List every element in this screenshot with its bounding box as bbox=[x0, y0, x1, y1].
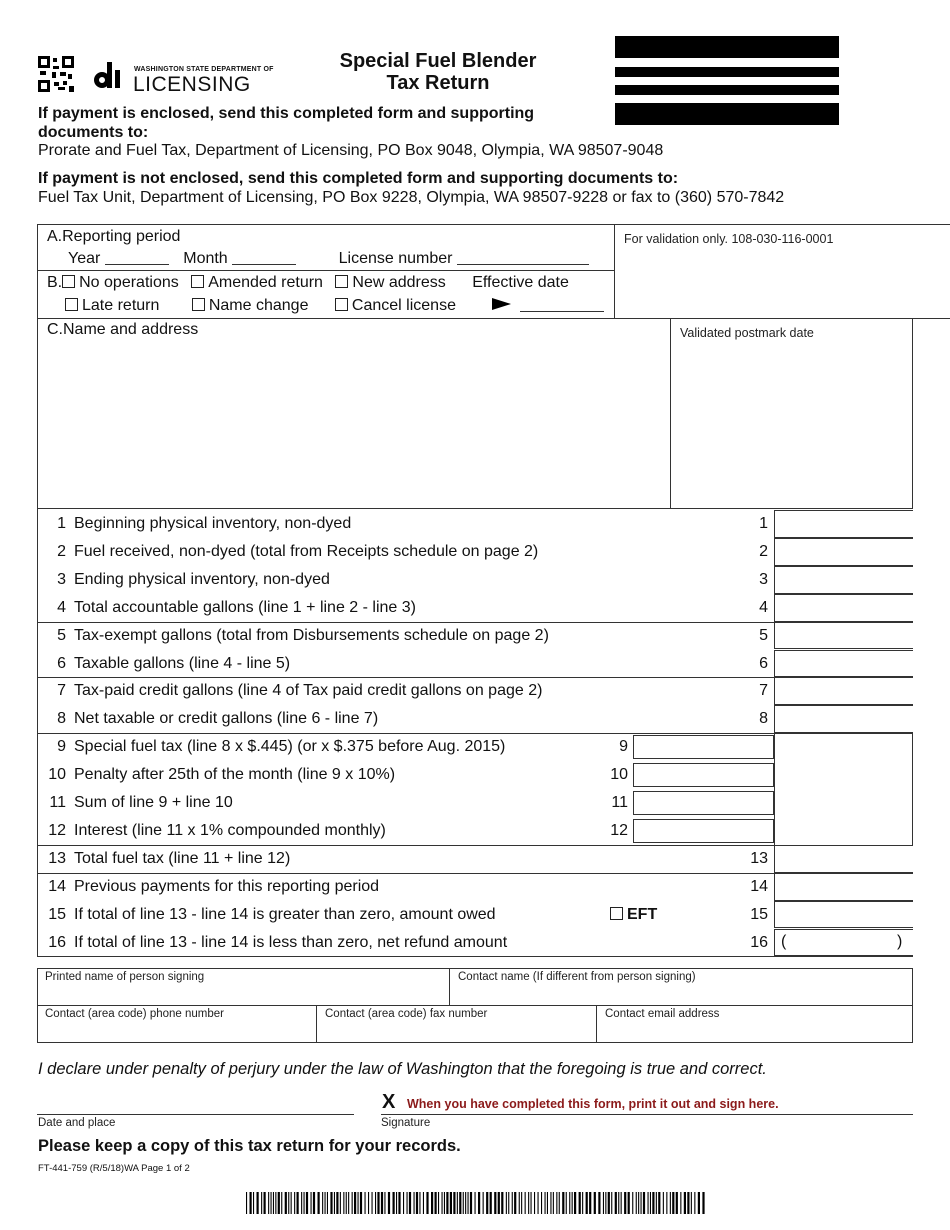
agency-small-text: WASHINGTON STATE DEPARTMENT OF bbox=[134, 66, 274, 73]
validation-text: For validation only. 108-030-116-0001 bbox=[624, 232, 834, 246]
line-8-row bbox=[38, 705, 628, 733]
line-10-row bbox=[38, 761, 628, 789]
new-address-checkbox[interactable] bbox=[335, 275, 348, 288]
name-address-field[interactable] bbox=[45, 346, 660, 502]
amended-return-label: Amended return bbox=[208, 274, 323, 291]
eft-checkbox[interactable] bbox=[610, 907, 623, 920]
line-description: Penalty after 25th of the month (line 9 x 10%) bbox=[74, 766, 396, 784]
line-4-row bbox=[38, 594, 628, 622]
date-place-field[interactable] bbox=[37, 1114, 354, 1115]
line-number: 6 bbox=[57, 654, 66, 672]
line-number: 1 bbox=[57, 515, 66, 532]
keep-copy-notice: Please keep a copy of this tax return for your records. bbox=[38, 1137, 461, 1155]
printed-name-label: Printed name of person signing bbox=[45, 971, 205, 983]
signature-x-icon: X bbox=[382, 1091, 396, 1113]
line-16-amount-field[interactable] bbox=[774, 929, 913, 957]
line-11-amount-field[interactable] bbox=[633, 791, 774, 815]
line-4-amount-field[interactable] bbox=[774, 594, 913, 622]
qr-code-icon bbox=[38, 56, 74, 92]
line-description: Interest (line 11 x 1% compounded monthly) bbox=[74, 821, 386, 839]
line-number: 3 bbox=[57, 570, 66, 588]
fax-field[interactable] bbox=[319, 1023, 593, 1040]
line-12-ref-number: 12 bbox=[610, 821, 628, 839]
date-place-label: Date and place bbox=[38, 1117, 116, 1129]
cancel-license-checkbox[interactable] bbox=[335, 298, 348, 311]
line-7-amount-field[interactable] bbox=[774, 677, 913, 705]
line-6-ref-number: 6 bbox=[759, 654, 768, 672]
line-12-amount-field[interactable] bbox=[633, 819, 774, 843]
postmark-label: Validated postmark date bbox=[680, 326, 814, 340]
name-address-label: Name and address bbox=[63, 321, 199, 338]
no-operations-checkbox[interactable] bbox=[62, 275, 75, 288]
eft-label: EFT bbox=[627, 905, 658, 923]
title-line-2: Tax Return bbox=[386, 72, 490, 94]
section-c-letter: C. bbox=[47, 321, 63, 338]
eft-option bbox=[610, 906, 657, 924]
line-1-ref-number: 1 bbox=[759, 515, 768, 532]
name-change-label: Name change bbox=[208, 297, 309, 314]
declaration-text: I declare under penalty of perjury under the law of Washington that the foregoing is true and correct. bbox=[38, 1060, 767, 1078]
section-a-letter: A. bbox=[47, 228, 63, 245]
enclosed-address: Prorate and Fuel Tax, Department of Licensing, PO Box 9048, Olympia, WA 98507-9048 bbox=[38, 142, 664, 159]
sign-instruction: When you have completed this form, print it out and sign here. bbox=[407, 1097, 779, 1111]
section-a-label bbox=[47, 228, 180, 246]
no-operations-label: No operations bbox=[79, 274, 179, 291]
line-7-row bbox=[38, 677, 628, 705]
line-description: Previous payments for this reporting period bbox=[74, 877, 380, 895]
reporting-period-fields bbox=[68, 250, 589, 268]
line-16-ref-number: 16 bbox=[750, 933, 768, 951]
late-return-label: Late return bbox=[82, 297, 160, 314]
line-15-row bbox=[38, 901, 628, 929]
line-description: Ending physical inventory, non-dyed bbox=[74, 570, 330, 588]
month-field[interactable] bbox=[232, 250, 296, 265]
line-10-ref-number: 10 bbox=[610, 766, 628, 784]
redacted-block bbox=[615, 36, 839, 125]
arrow-right-icon bbox=[492, 297, 512, 316]
section-b-row-2 bbox=[65, 297, 456, 315]
line-description: Tax-exempt gallons (total from Disbursements schedule on page 2) bbox=[74, 626, 549, 644]
late-return-checkbox[interactable] bbox=[65, 298, 78, 311]
agency-big-text: LICENSING bbox=[133, 73, 251, 96]
line-description: Total fuel tax (line 11 + line 12) bbox=[74, 849, 291, 867]
line-number: 15 bbox=[48, 905, 66, 923]
line-4-ref-number: 4 bbox=[759, 598, 768, 616]
line-15-ref-number: 15 bbox=[750, 905, 768, 923]
effective-date-label: Effective date bbox=[472, 274, 569, 291]
line-5-row bbox=[38, 622, 628, 650]
cancel-license-label: Cancel license bbox=[351, 297, 456, 314]
line-13-amount-field[interactable] bbox=[774, 845, 913, 873]
printed-name-field[interactable] bbox=[40, 986, 445, 1003]
fax-label: Contact (area code) fax number bbox=[325, 1008, 488, 1020]
new-address-label: New address bbox=[352, 274, 446, 291]
line-8-ref-number: 8 bbox=[759, 710, 768, 728]
line-14-ref-number: 14 bbox=[750, 877, 768, 895]
line-8-amount-field[interactable] bbox=[774, 705, 913, 733]
line-number: 2 bbox=[57, 542, 66, 560]
not-enclosed-heading: If payment is not enclosed, send this completed form and supporting documents to: bbox=[38, 170, 679, 187]
phone-field[interactable] bbox=[40, 1023, 313, 1040]
phone-label: Contact (area code) phone number bbox=[45, 1008, 224, 1020]
section-b-row-1 bbox=[47, 274, 569, 292]
line-description: Tax-paid credit gallons (line 4 of Tax paid credit gallons on page 2) bbox=[74, 682, 543, 700]
refund-open-paren: ( bbox=[781, 932, 787, 950]
barcode-icon bbox=[246, 1192, 706, 1214]
name-change-checkbox[interactable] bbox=[192, 298, 205, 311]
line-14-row bbox=[38, 873, 628, 901]
form-id: FT-441-759 (R/5/18)WA Page 1 of 2 bbox=[38, 1163, 190, 1174]
line-description: Fuel received, non-dyed (total from Receipts schedule on page 2) bbox=[74, 542, 539, 560]
line-6-row bbox=[38, 650, 628, 678]
line-9-row bbox=[38, 733, 628, 761]
line-1-row bbox=[38, 510, 628, 538]
dol-logo bbox=[92, 60, 274, 96]
line-2-ref-number: 2 bbox=[759, 542, 768, 560]
contact-name-label: Contact name (If different from person signing) bbox=[458, 971, 696, 983]
line-number: 11 bbox=[49, 794, 66, 811]
line-6-amount-field[interactable] bbox=[774, 650, 913, 678]
email-field[interactable] bbox=[599, 1023, 910, 1040]
line-5-ref-number: 5 bbox=[759, 626, 768, 644]
not-enclosed-address: Fuel Tax Unit, Department of Licensing, PO Box 9228, Olympia, WA 98507-9228 or fax to (360) 570-7842 bbox=[38, 189, 785, 206]
line-2-row bbox=[38, 538, 628, 566]
line-number: 5 bbox=[57, 626, 66, 644]
refund-close-paren: ) bbox=[897, 932, 903, 950]
license-number-label: License number bbox=[338, 250, 453, 267]
line-description: Taxable gallons (line 4 - line 5) bbox=[74, 654, 291, 672]
line-description: Total accountable gallons (line 1 + line 2 - line 3) bbox=[74, 598, 416, 616]
line-14-amount-field[interactable] bbox=[774, 873, 913, 901]
line-3-ref-number: 3 bbox=[759, 570, 768, 588]
reporting-period-label: Reporting period bbox=[62, 228, 181, 245]
line-15-amount-field[interactable] bbox=[774, 901, 913, 929]
year-label: Year bbox=[68, 250, 101, 267]
page-title bbox=[300, 50, 576, 94]
line-description: If total of line 13 - line 14 is greater than zero, amount owed bbox=[74, 905, 496, 923]
signature-label: Signature bbox=[381, 1117, 431, 1129]
year-field[interactable] bbox=[105, 250, 169, 265]
line-16-row bbox=[38, 929, 628, 957]
line-2-amount-field[interactable] bbox=[774, 538, 913, 566]
line-10-amount-field[interactable] bbox=[633, 763, 774, 787]
line-description: Net taxable or credit gallons (line 6 - line 7) bbox=[74, 710, 379, 728]
line-13-ref-number: 13 bbox=[750, 849, 768, 867]
line-number: 8 bbox=[57, 710, 66, 728]
section-c-label bbox=[47, 321, 198, 339]
line-number: 12 bbox=[48, 821, 66, 839]
line-description: If total of line 13 - line 14 is less than zero, net refund amount bbox=[74, 933, 508, 951]
section-b-letter: B. bbox=[47, 274, 63, 291]
line-number: 10 bbox=[48, 766, 66, 784]
line-12-row bbox=[38, 817, 628, 845]
enclosed-heading: If payment is enclosed, send this completed form and supporting documents to: bbox=[38, 105, 535, 141]
line-3-row bbox=[38, 566, 628, 594]
line-11-row bbox=[38, 789, 628, 817]
line-11-ref-number: 11 bbox=[611, 794, 628, 811]
license-number-field[interactable] bbox=[457, 250, 589, 265]
amended-return-checkbox[interactable] bbox=[191, 275, 204, 288]
line-13-row bbox=[38, 845, 628, 873]
line-description: Special fuel tax (line 8 x $.445) (or x $.375 before Aug. 2015) bbox=[74, 738, 506, 756]
line-number: 9 bbox=[57, 738, 66, 756]
month-label: Month bbox=[183, 250, 228, 267]
line-1-amount-field[interactable] bbox=[774, 510, 913, 538]
line-number: 13 bbox=[48, 849, 66, 867]
line-number: 4 bbox=[57, 598, 66, 616]
line-description: Sum of line 9 + line 10 bbox=[74, 794, 233, 811]
title-line-1: Special Fuel Blender bbox=[339, 50, 537, 72]
contact-name-field[interactable] bbox=[452, 986, 910, 1003]
line-number: 16 bbox=[48, 933, 66, 951]
line-9-amount-field[interactable] bbox=[633, 735, 774, 759]
line-number: 14 bbox=[48, 877, 66, 895]
dol-logo-icon bbox=[92, 60, 132, 92]
effective-date-field[interactable] bbox=[520, 311, 604, 312]
line-description: Beginning physical inventory, non-dyed bbox=[74, 515, 352, 532]
line-number: 7 bbox=[57, 682, 66, 700]
email-label: Contact email address bbox=[605, 1008, 720, 1020]
line-3-amount-field[interactable] bbox=[774, 566, 913, 594]
line-5-amount-field[interactable] bbox=[774, 622, 913, 650]
line-9-ref-number: 9 bbox=[619, 738, 628, 756]
line-7-ref-number: 7 bbox=[759, 682, 768, 700]
signature-field[interactable] bbox=[381, 1114, 913, 1115]
